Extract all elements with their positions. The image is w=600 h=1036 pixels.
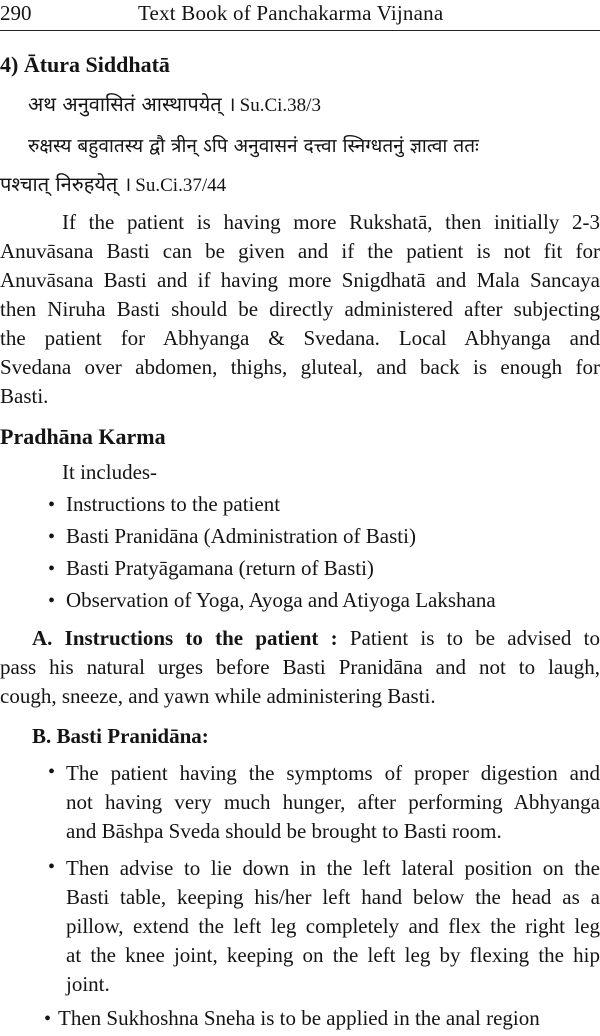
section-a-first-line-rest: Patient is to be advised to — [349, 626, 600, 650]
bullet-line: Then advise to lie down in the left lateral position on the — [66, 856, 600, 880]
bullet-line: The patient having the symptoms of proper digestion and — [66, 761, 600, 785]
section-a-paragraph — [0, 624, 600, 711]
bullet-line: Basti table, keeping his/her left hand below the head as a — [66, 885, 600, 909]
section-a-line: cough, sneeze, and yawn while administering Basti. — [0, 684, 436, 708]
section-b-bullet-2 — [66, 854, 600, 999]
bullet-icon: • — [48, 590, 56, 612]
paragraph-line: Anuvāsana Basti and if having more Snigdhatā and Mala Sancaya — [0, 268, 600, 292]
pradhana-heading: Pradhāna Karma — [0, 424, 166, 449]
pradhana-item-2: Basti Pranidāna (Administration of Basti) — [66, 524, 416, 548]
section-b-bullet-3: Then Sukhoshna Sneha is to be applied in the anal region — [58, 1006, 540, 1030]
running-title: Text Book of Panchakarma Vijnana — [138, 1, 444, 25]
section-title: 4) Ātura Siddhatā — [0, 52, 170, 77]
page-number: 290 — [0, 1, 32, 25]
pradhana-item-1: Instructions to the patient — [66, 492, 281, 516]
page-header — [0, 0, 600, 31]
bullet-icon: • — [48, 526, 56, 548]
paragraph-line: then Niruha Basti should be directly administered after subjecting — [0, 297, 600, 321]
bullet-icon: • — [48, 761, 56, 783]
paragraph-line: Anuvāsana Basti can be given and if the patient is not fit for — [0, 239, 600, 263]
bullet-icon: • — [44, 1008, 52, 1030]
bullet-line: and Bāshpa Sveda should be brought to Basti room. — [66, 819, 502, 843]
paragraph-line: Basti. — [0, 384, 49, 408]
verse-1-reference: Su.Ci.38/3 — [239, 95, 321, 116]
verse-2-line-1: रुक्षस्य बहुवातस्य द्वौ त्रीन् ऽपि अनुवासनं दत्त्वा स्निग्धतनुं ज्ञात्वा ततः — [28, 135, 479, 157]
pradhana-intro: It includes- — [62, 460, 158, 484]
pradhana-item-4: Observation of Yoga, Ayoga and Atiyoga Lakshana — [66, 588, 496, 612]
bullet-line: not having very much hunger, after performing Abhyanga — [66, 790, 600, 814]
section-a-label: A. Instructions to the patient : — [32, 626, 338, 650]
verse-2-reference: Su.Ci.37/44 — [135, 175, 227, 196]
verse-1 — [28, 90, 321, 117]
section-b-heading: B. Basti Pranidāna: — [32, 724, 209, 748]
section-a-line: pass his natural urges before Basti Pranidāna and not to laugh, — [0, 655, 600, 679]
verse-2-line-2-wrap — [0, 170, 226, 197]
bullet-line: pillow, extend the left leg completely and flex the right leg — [66, 914, 600, 938]
bullet-icon: • — [48, 558, 56, 580]
paragraph-line: Svedana over abdomen, thighs, gluteal, and back is enough for — [0, 355, 600, 379]
section-a-first-line — [0, 624, 600, 653]
section-b-bullet-1 — [66, 759, 600, 846]
bullet-line: joint. — [66, 972, 110, 996]
paragraph-line: the patient for Abhyanga & Svedana. Local Abhyanga and — [0, 326, 600, 350]
bullet-icon: • — [48, 494, 56, 516]
paragraph-atura — [0, 208, 600, 411]
paragraph-line: If the patient is having more Rukshatā, then initially 2-3 — [62, 210, 600, 234]
verse-1-text: अथ अनुवासितं आस्थापयेत् । — [28, 92, 236, 116]
bullet-line: at the knee joint, keeping on the left leg by flexing the hip — [66, 943, 600, 967]
bullet-icon: • — [48, 856, 56, 878]
pradhana-item-3: Basti Pratyāgamana (return of Basti) — [66, 556, 374, 580]
verse-2-line-2: पश्चात् निरुहयेत् । — [0, 172, 132, 196]
